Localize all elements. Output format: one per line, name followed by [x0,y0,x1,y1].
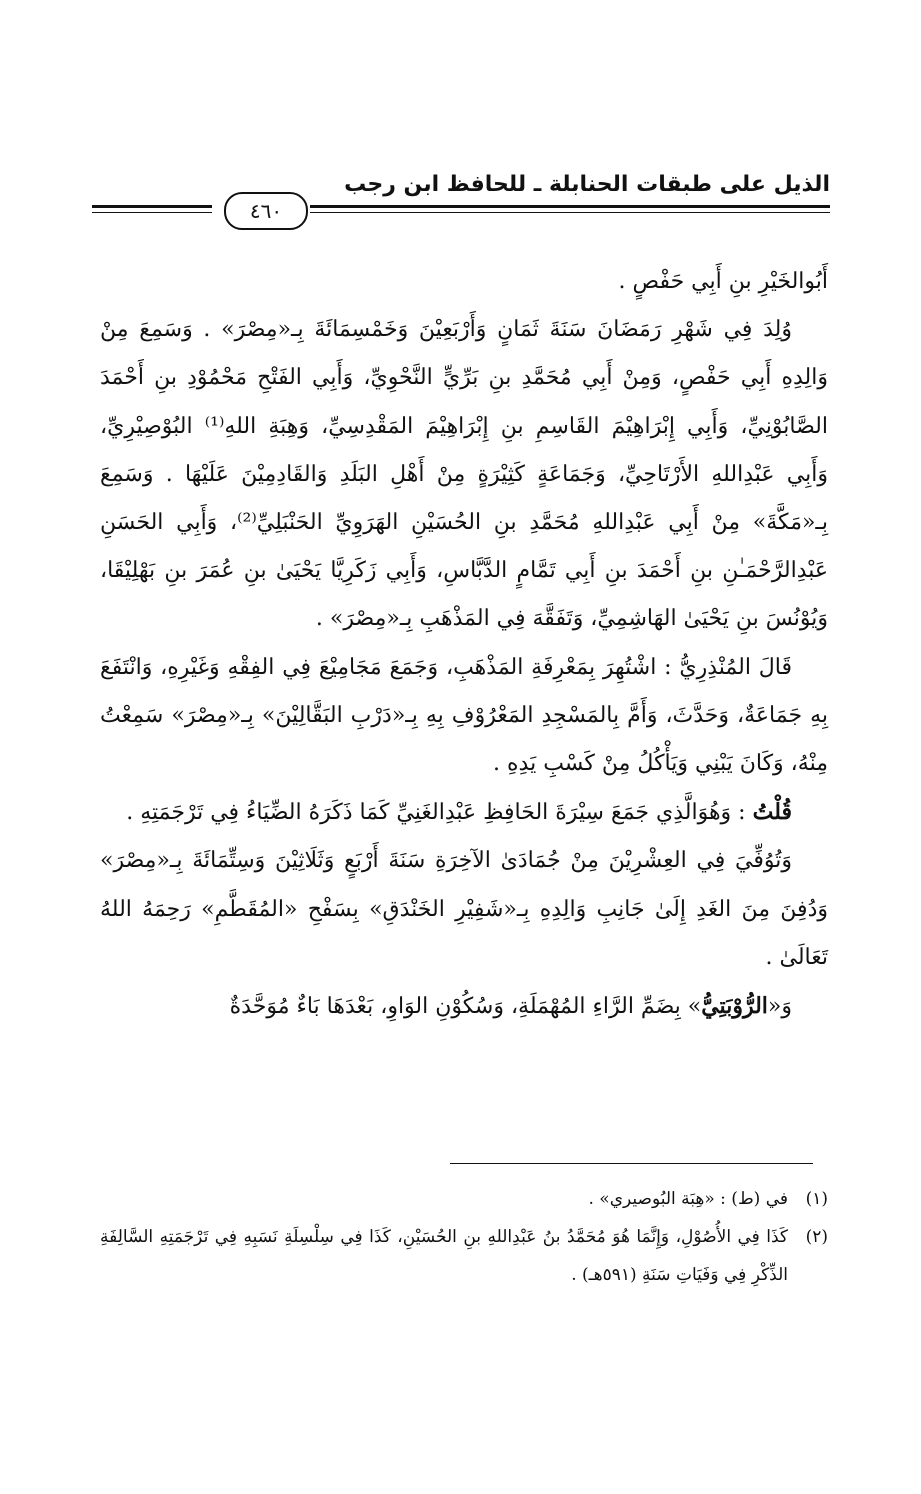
footnote-item [100,1218,828,1294]
nisba-pre: وَ« [767,994,792,1020]
page-number: ٤٦٠ [224,192,308,230]
paragraph-death: وَتُوُفِّيَ فِي العِشْرِيْنَ مِنْ جُمَادَىٰ الآخِرَةِ سَنَةَ أَرْبَعٍ وَثَلَاثِيْنَ وَسِتِّمَائَةَ بِـ«مِصْرَ» وَدُفِنَ مِنَ الغَدِ إِلَىٰ جَانِبِ وَالِدِهِ بِـ«شَفِيْرِ الخَنْدَقِ» بِسَفْحِ «المُقَطَّمِ» رَحِمَهُ اللهُ تَعَالَىٰ . [100,848,828,970]
footnote-number: (١) [805,1189,828,1209]
paragraph-name: أَبُوالخَيْرِ بنِ أَبِي حَفْصٍ . [618,269,828,294]
running-title: الذيل على طبقات الحنابلة ـ للحافظ ابن رجب [344,172,830,197]
nisba-word: الرُّوْبَتِيُّ [701,993,768,1020]
footnote-text: في (ط) : «هِبَة البُوصيري» . [588,1189,788,1209]
footnote-divider [450,1163,813,1164]
paragraph-nisba [100,982,828,1031]
paragraph-qultu [100,788,828,837]
paragraph-birth: وُلِدَ فِي شَهْرِ رَمَضَانَ سَنَةَ ثَمَانٍ وَأَرْبَعِيْنَ وَخَمْسِمَائَةَ بِـ«مِصْرَ» . وَسَمِعَ مِنْ وَالِدِهِ أَبِي حَفْصٍ، وَمِنْ أَبِي مُحَمَّدِ بنِ بَرِّيٍّ النَّحْوِيِّ، وَأَبِي الفَتْحِ مَحْمُوْدِ بنِ أَحْمَدَ الصَّابُوْنِيِّ، وَأَبِي إِبْرَاهِيْمَ القَاسِمِ بنِ إِبْرَاهِيْمَ المَقْدِسِيِّ، وَهِبَةِ اللهِ⁽¹⁾ البُوْصِيْرِيِّ، وَأَبِي عَبْدِاللهِ الأَرْتَاحِيِّ، وَجَمَاعَةٍ كَثِيْرَةٍ مِنْ أَهْلِ البَلَدِ وَالقَادِمِيْنَ عَلَيْهَا . وَسَمِعَ بِـ«مَكَّةَ» مِنْ أَبِي عَبْدِاللهِ مُحَمَّدِ بنِ الحُسَيْنِ الهَرَوِيِّ الحَنْبَلِيِّ⁽²⁾، وَأَبِي الحَسَنِ عَبْدِالرَّحْمَـٰنِ بنِ أَحْمَدَ بنِ أَبِي تَمَّامٍ الدَّبَّاسِ، وَأَبِي زَكَرِيَّا يَحْيَىٰ بنِ عُمَرَ بنِ بَهْلِيْقَا، وَيُوْنُسَ بنِ يَحْيَىٰ الهَاشِمِيِّ، وَتَفَقَّهَ فِي المَذْهَبِ بِـ«مِصْرَ» . [100,317,829,632]
header-rule-left-thin [92,212,212,213]
qultu-text: : وَهُوَالَّذِي جَمَعَ سِيْرَةَ الحَافِظِ عَبْدِالغَنِيِّ كَمَا ذَكَرَهُ الضِّيَاءُ فِي تَرْجَمَتِهِ . [126,800,753,826]
header-rule-left [92,205,212,208]
main-text [100,258,828,1031]
header-rule-thin [310,212,830,213]
footnotes [100,1180,828,1294]
qultu-label: قُلْتُ [752,799,792,826]
footnote-number: (٢) [805,1227,828,1247]
paragraph-mundhiri: قَالَ المُنْذِرِيُّ : اشْتُهِرَ بِمَعْرِفَةِ المَذْهَبِ، وَجَمَعَ مَجَامِيْعَ فِي الفِقْهِ وَغَيْرِهِ، وَانْتَفَعَ بِهِ جَمَاعَةٌ، وَحَدَّثَ، وَأَمَّ بِالمَسْجِدِ المَعْرُوْفِ بِهِ بِـ«دَرْبِ البَقَّالِيْنَ» بِـ«مِصْرَ» سَمِعْتُ مِنْهُ، وَكَانَ يَبْنِي وَيَأْكُلُ مِنْ كَسْبِ يَدِهِ . [100,654,828,777]
footnote-item [100,1180,828,1218]
footnote-text: كَذَا فِي الأُصُوْلِ، وَإِنَّمَا هُوَ مُحَمَّدُ بنُ عَبْدِاللهِ بنِ الحُسَيْنِ، كَذَا فِي سِلْسِلَةِ نَسَبِهِ فِي تَرْجَمَتِهِ السَّالِفَةِ الذِّكْرِ فِي وَفَيَاتِ سَنَةِ (٥٩١هـ) . [100,1227,788,1285]
page-header [92,168,830,232]
nisba-text: » بِضَمِّ الرَّاءِ المُهْمَلَةِ، وَسُكُوْنِ الوَاوِ، بَعْدَهَا بَاءٌ مُوَحَّدَةٌ [229,994,702,1020]
